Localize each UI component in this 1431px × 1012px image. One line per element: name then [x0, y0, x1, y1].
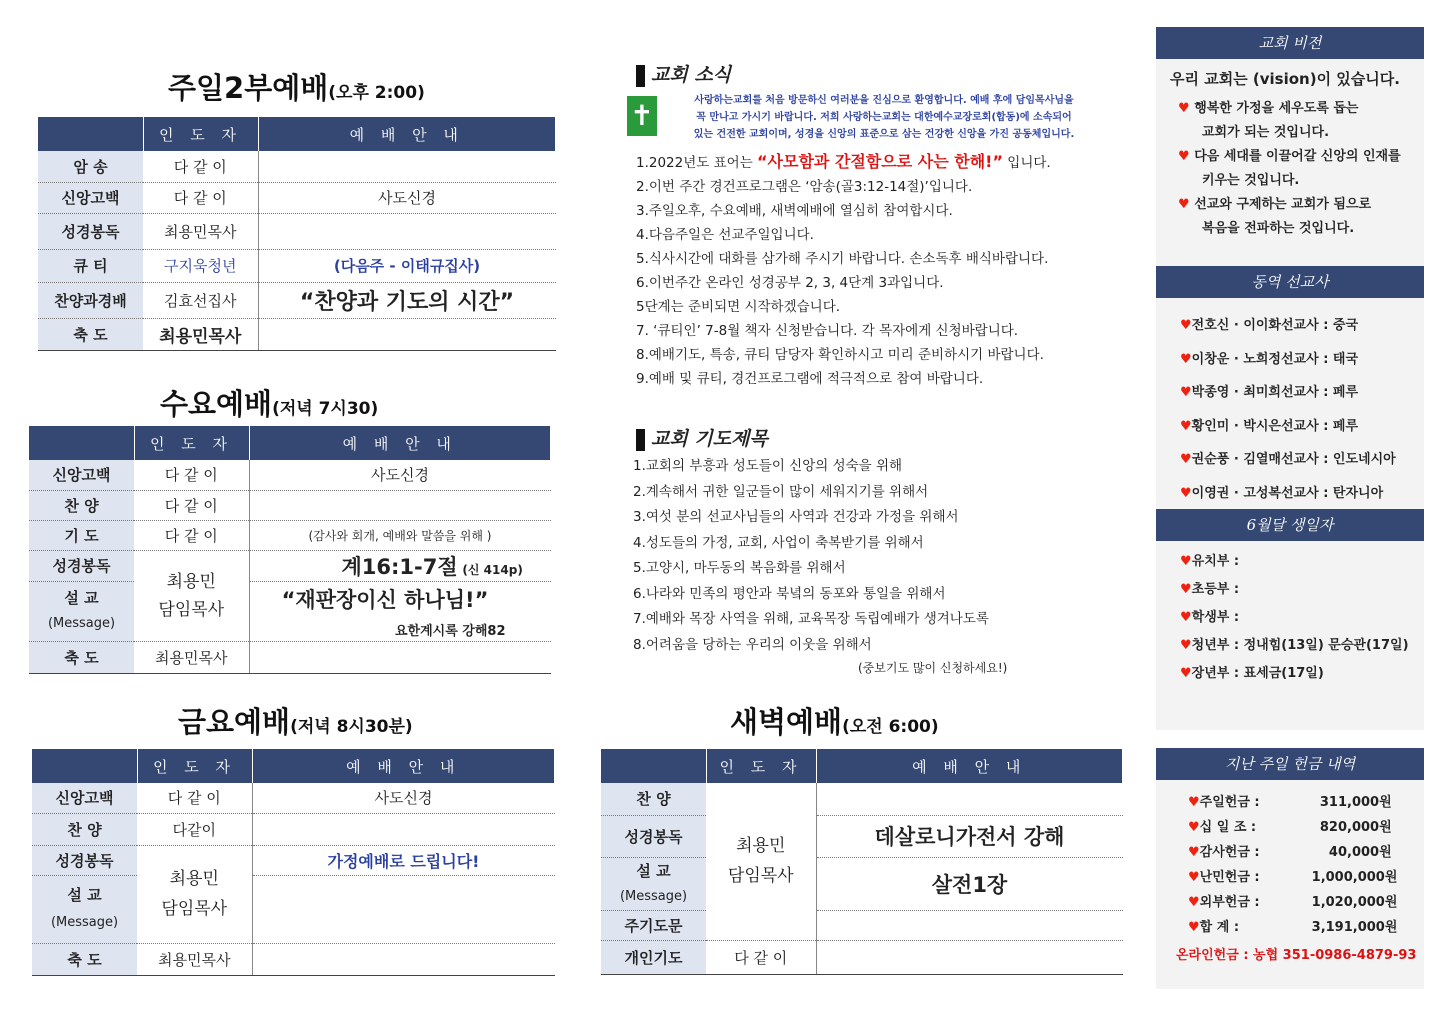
sunday2-table: 인 도 자 예 배 안 내 암 송 다 같 이 신앙고백 다 같 이 사도신경 성경봉독 최용민목사 큐 티 구지욱청년 (다음주 - 이태규집사) 찬양과경배 김효선집사 “찬양과 기도의 시간” 축 도 최용민목사	[38, 117, 556, 351]
heart-icon: ♥	[1180, 485, 1192, 501]
friday-table: 인 도 자 예 배 안 내 신앙고백 다 같 이 사도신경 찬 양 다같이 성경봉독 최용민 담임목사 가정예배로 드립니다! 설 교 (Message) 축 도 최용민목사	[32, 749, 555, 976]
missionaries-heading: 동역 선교사	[1156, 266, 1424, 298]
heart-icon: ♥	[1180, 554, 1192, 569]
wednesday-title: 수요예배(저녁 7시30)	[160, 387, 379, 421]
vision-list: ♥ 행복한 가정을 세우도록 돕는 교회가 되는 것입니다. ♥ 다음 세대를 이끌어갈 신앙의 인재를 키우는 것입니다. ♥ 선교와 구제하는 교회가 됨으로 복음을 전파하는 것입니다.	[1178, 101, 1401, 236]
birthdays-heading: 6월달 생일자	[1156, 509, 1424, 541]
heart-icon: ♥	[1180, 318, 1192, 333]
heart-icon: ♥	[1178, 101, 1190, 116]
sunday2-title: 주일2부예배(오후 2:00)	[168, 71, 425, 105]
birthdays-list: ♥유치부 : ♥초등부 : ♥학생부 : ♥청년부 : 정내힘(13일) 문승관(17일) ♥장년부 : 표세금(17일)	[1180, 554, 1409, 681]
heart-icon: ♥	[1188, 845, 1200, 860]
offering-heading: 지난 주일 헌금 내역	[1156, 748, 1424, 780]
heart-icon: ♥	[1180, 638, 1192, 653]
prayer-list: 1.교회의 부흥과 성도들이 신앙의 성숙을 위해 2.계속해서 귀한 일군들이 많이 세워지기를 위해서 3.여섯 분의 선교사님들의 사역과 건강과 가정을 위해서 4.성도들의 가정, 교회, 사업이 축복받기를 위해서 5.고양시, 마두동의 복음화를 위해서 6.나라와 민족의 평안과 북녘의 동포와 통일을 위해서 7.예배와 목장 사역을 위해, 교육목장 독립예배가 생겨나도록 8.어려움을 당하는 우리의 이웃을 위해서	[633, 458, 989, 653]
vision-heading: 교회 비전	[1156, 27, 1424, 59]
dawn-title: 새벽예배(오전 6:00)	[730, 705, 939, 739]
heart-icon: ♥	[1180, 351, 1192, 367]
heart-icon: ♥	[1180, 666, 1192, 681]
heart-icon: ♥	[1178, 149, 1190, 164]
friday-title: 금요예배(저녁 8시30분)	[178, 705, 413, 739]
heart-icon: ♥	[1180, 610, 1192, 625]
heart-icon: ♥	[1188, 870, 1200, 885]
heart-icon: ♥	[1180, 452, 1192, 467]
vision-lead: 우리 교회는 (vision)이 있습니다.	[1170, 70, 1400, 88]
heart-icon: ♥	[1188, 920, 1200, 935]
prayer-note: (중보기도 많이 신청하세요!)	[858, 661, 1008, 675]
missionaries-list: ♥전호신 · 이이화선교사 : 중국 ♥이창운 · 노희정선교사 : 태국 ♥박종영 · 최미희선교사 : 페루 ♥황인미 · 박시은선교사 : 페루 ♥권순풍 · 김열매선교사 : 인도네시아 ♥이영권 · 고성복선교사 : 탄자니아	[1180, 318, 1396, 501]
heart-icon: ♥	[1180, 418, 1192, 434]
heart-icon: ♥	[1188, 895, 1200, 910]
heart-icon: ♥	[1188, 820, 1200, 835]
heart-icon: ♥	[1188, 795, 1200, 810]
prayer-heading: 교회 기도제목	[636, 424, 768, 451]
news-list: 1.2022년도 표어는 “사모함과 간절함으로 사는 한해!” 입니다. 2.이번 주간 경건프로그램은 ‘암송(골3:12-14절)’입니다. 3.주일오후, 수요예배, 새벽예배에 열심히 참여합시다. 4.다음주일은 선교주일입니다. 5.식사시간에 대화를 삼가해 주시기 바랍니다. 손소독후 배식바랍니다. 6.이번주간 온라인 성경공부 2, 3, 4단계 3과입니다. 5단계는 준비되면 시작하겠습니다. 7. ‘큐티인’ 7-8월 책자 신청받습니다. 각 목자에게 신청바랍니다. 8.예배기도, 특송, 큐티 담당자 확인하시고 미리 준비하시기 바랍니다. 9.예배 및 큐티, 경건프로그램에 적극적으로 참여 바랍니다.	[636, 152, 1051, 387]
offering-list: ♥주일헌금 : 311,000원 ♥십 일 조 : 820,000원 ♥감사헌금 : 40,000원 ♥난민헌금 : 1,000,000원 ♥외부헌금 : 1,020,000원 ♥합 계 : 3,191,000원	[1188, 795, 1398, 935]
news-heading: 교회 소식	[636, 60, 731, 87]
heart-icon: ♥	[1180, 582, 1192, 597]
heart-icon: ♥	[1180, 385, 1192, 400]
dawn-table: 인 도 자 예 배 안 내 찬 양 최용민 담임목사 성경봉독 데살로니가전서 강해 설 교 (Message) 살전1장 주기도문 개인기도 다 같 이	[601, 749, 1123, 975]
wednesday-table: 인 도 자 예 배 안 내 신앙고백 다 같 이 사도신경 찬 양 다 같 이 기 도 다 같 이 (감사와 회개, 예배와 말씀을 위해 ) 성경봉독 최용민 담임목사 계16:1-7절 (신 414p) 설 교 (Message) “재판장이신 하나님!” 요한계시록 강해82 축 도 최용민목사	[29, 426, 551, 674]
cross-icon: ✝	[627, 96, 657, 136]
news-intro: 사랑하는교회를 처음 방문하신 여러분을 진심으로 환영합니다. 예배 후에 담임목사님을 꼭 만나고 가시기 바랍니다. 저희 사랑하는교회는 대한예수교장로회(합동)에 소속되어 있는 건전한 교회이며, 성경을 신앙의 표준으로 삼는 건강한 신앙을 가진 공동체입니다.	[693, 95, 1075, 140]
online-offering-account: 온라인헌금 : 농협 351-0986-4879-93	[1176, 948, 1417, 963]
heart-icon: ♥	[1178, 197, 1190, 212]
